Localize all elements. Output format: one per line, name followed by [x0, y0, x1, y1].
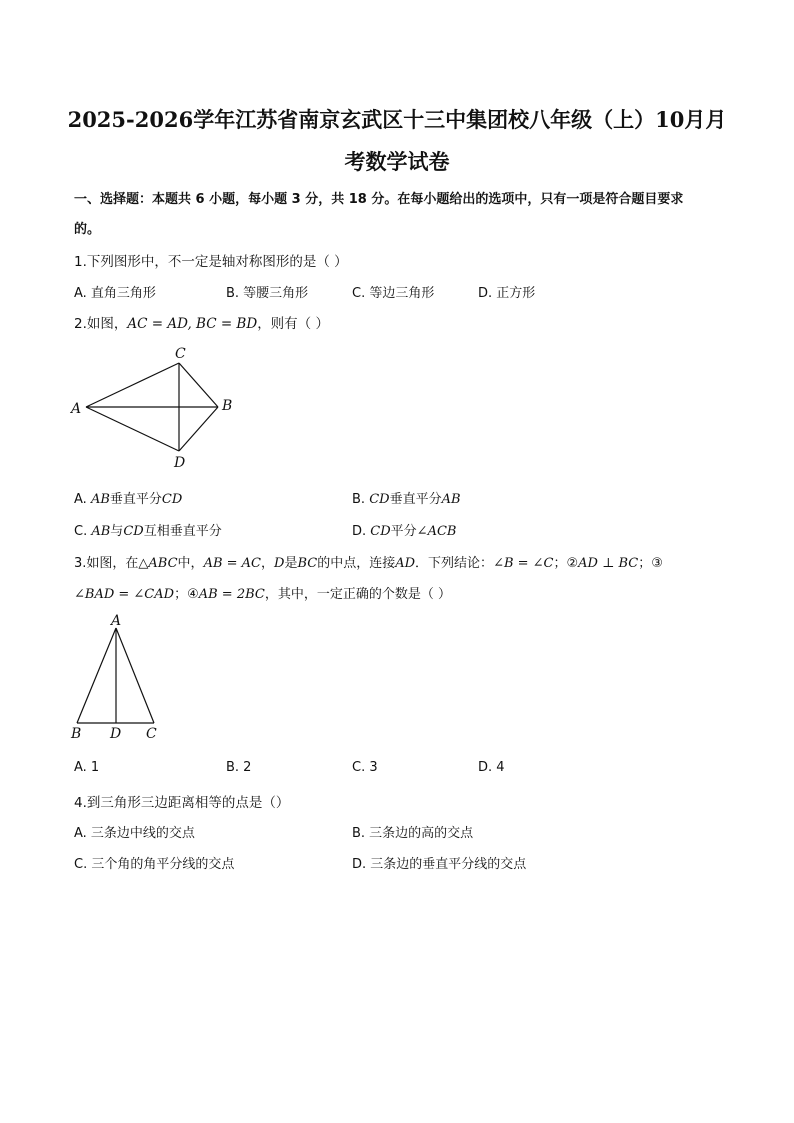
q4-stem: 4.到三角形三边距离相等的点是（） — [74, 795, 290, 811]
q3-label-d: D — [110, 726, 122, 742]
q3-text: ；④ — [174, 587, 199, 602]
q3-stem-line1 — [74, 552, 663, 571]
q4-option-b: B. 三条边的高的交点 — [352, 826, 474, 841]
q3-edge-ac — [116, 628, 154, 723]
q2-stem-suffix: ，则有（ ） — [257, 316, 329, 332]
q3-math: BC — [297, 556, 318, 571]
q3-math: AD — [395, 556, 416, 571]
q2-figure-kite — [66, 340, 246, 475]
q3-figure-triangle — [66, 610, 176, 745]
q1-option-d: D. 正方形 — [478, 286, 536, 301]
q3-text: 是 — [284, 556, 298, 571]
q3-math: AD ⊥ BC — [578, 556, 639, 571]
q2-label-a: A — [71, 401, 82, 417]
q2-label-c: C — [175, 346, 186, 362]
q2-option-d-text: 平分 — [390, 524, 417, 539]
q2-option-a — [74, 488, 182, 507]
q3-edge-ab — [77, 628, 116, 723]
q2-option-b-math1: CD — [369, 492, 390, 507]
q2-option-b-prefix: B. — [352, 492, 370, 507]
section-heading-line1: 一、选择题：本题共 6 小题，每小题 3 分，共 18 分。在每小题给出的选项中，只有一项是符合题目要求 — [74, 192, 684, 207]
q4-option-c: C. 三个角的角平分线的交点 — [74, 857, 235, 872]
q3-text: 的中点，连接 — [317, 556, 396, 571]
exam-title-line1: 2025-2026学年江苏省南京玄武区十三中集团校八年级（上）10月月 — [67, 107, 727, 132]
q2-option-b-math2: AB — [441, 492, 461, 507]
q3-math: △ABC — [138, 556, 178, 571]
q4-option-d: D. 三条边的垂直平分线的交点 — [352, 857, 527, 872]
q2-option-c-prefix: C. — [74, 524, 92, 539]
q2-option-a-math1: AB — [90, 492, 110, 507]
q2-option-c — [74, 520, 222, 539]
q2-option-d — [352, 520, 456, 539]
q2-option-d-math1: CD — [370, 524, 391, 539]
q3-text: ．下列结论： — [415, 556, 494, 571]
q2-option-c-text: 与 — [110, 524, 124, 539]
q2-option-c-math1: AB — [91, 524, 111, 539]
q2-option-b-text: 垂直平分 — [389, 492, 442, 507]
q3-text: ，其中，一定正确的个数是（ ） — [264, 587, 451, 602]
q1-option-a: A. 直角三角形 — [74, 286, 156, 301]
q2-option-c-text2: 互相垂直平分 — [143, 524, 222, 539]
q2-option-b — [352, 488, 461, 507]
q3-option-a: A. 1 — [74, 760, 100, 775]
q3-text: ， — [261, 556, 275, 571]
q3-stem-line2 — [74, 583, 451, 602]
section-heading-line2: 的。 — [74, 222, 101, 237]
q2-option-d-math2: ∠ACB — [416, 524, 457, 539]
q3-label-a: A — [111, 613, 122, 629]
exam-title-line2: 考数学试卷 — [344, 149, 450, 174]
q3-label-b: B — [71, 726, 82, 742]
q3-math: ∠BAD = ∠CAD — [74, 587, 175, 602]
q2-option-c-math2: CD — [123, 524, 144, 539]
q3-math: D — [274, 556, 285, 571]
q1-option-b: B. 等腰三角形 — [226, 286, 309, 301]
q2-stem — [74, 312, 329, 332]
q3-label-c: C — [146, 726, 157, 742]
q2-stem-prefix: 2.如图， — [74, 316, 128, 332]
q3-text: 3.如图，在 — [74, 556, 139, 571]
q2-option-a-text: 垂直平分 — [109, 492, 162, 507]
q2-edge-cb — [179, 363, 218, 407]
q4-option-a: A. 三条边中线的交点 — [74, 826, 195, 841]
q2-stem-math: AC = AD, BC = BD — [127, 316, 258, 332]
q2-option-a-math2: CD — [161, 492, 183, 507]
q3-option-c: C. 3 — [352, 760, 378, 775]
q1-stem: 1.下列图形中，不一定是轴对称图形的是（ ） — [74, 254, 348, 270]
q3-math: AB = AC — [203, 556, 261, 571]
q3-text: ；③ — [638, 556, 663, 571]
q3-text: ；② — [553, 556, 579, 571]
q2-edge-ad — [86, 407, 179, 451]
q3-option-b: B. 2 — [226, 760, 252, 775]
q2-option-a-prefix: A. — [74, 492, 91, 507]
q3-option-d: D. 4 — [478, 760, 505, 775]
q3-math: ∠B = ∠C — [493, 556, 554, 571]
q1-option-c: C. 等边三角形 — [352, 286, 435, 301]
q2-edge-ac — [86, 363, 179, 407]
q3-text: 中， — [177, 556, 204, 571]
q3-math: AB = 2BC — [198, 587, 265, 602]
q2-edge-db — [179, 407, 218, 451]
q2-label-b: B — [222, 398, 233, 414]
q2-option-d-prefix: D. — [352, 524, 371, 539]
q2-label-d: D — [174, 455, 186, 471]
